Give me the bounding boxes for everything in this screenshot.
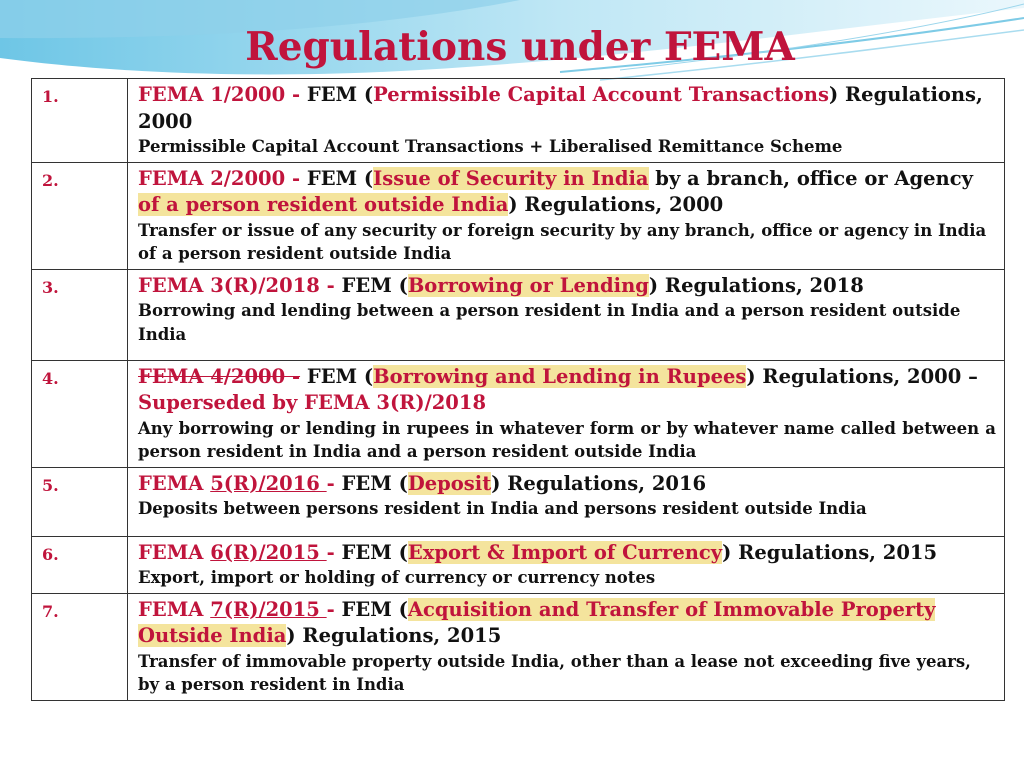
regulation-title: FEMA 5(R)/2016 - FEM (Deposit) Regulations, 2016 [138,471,707,495]
row-number: 5. [32,467,128,536]
table-row [32,162,1005,269]
row-content [128,360,1005,467]
page-title: Regulations under FEMA [245,24,795,70]
row-content [128,162,1005,269]
row-content [128,536,1005,593]
regulation-title: FEMA 1/2000 - FEM (Permissible Capital Account Transactions) Regulations, 2000 [138,83,983,133]
regulation-description: Export, import or holding of currency or currency notes [138,568,656,587]
regulation-description: Permissible Capital Account Transactions + Liberalised Remittance Scheme [138,137,843,156]
regulation-subject: Issue of Security in India [373,166,649,190]
table-row [32,593,1005,700]
row-number: 2. [32,162,128,269]
regulations-table [31,78,1005,701]
regulation-ref: FEMA 4/2000 - [138,364,301,388]
regulation-title: FEMA 7(R)/2015 - FEM (Acquisition and Transfer of Immovable Property Outside India) Regulations, 2015 [138,597,936,647]
regulation-title: FEMA 6(R)/2015 - FEM (Export & Import of Currency) Regulations, 2015 [138,540,938,564]
superseded-note: Superseded by FEMA 3(R)/2018 [138,391,487,414]
row-number: 4. [32,360,128,467]
regulation-subject: Borrowing and Lending in Rupees [373,364,747,388]
table-row [32,536,1005,593]
row-number: 7. [32,593,128,700]
row-number: 1. [32,79,128,163]
row-content [128,79,1005,163]
regulation-subject: Permissible Capital Account Transactions [373,83,829,106]
regulation-subject-2: of a person resident outside India [138,193,509,216]
regulation-ref: 7(R)/2015 [210,597,327,621]
regulation-description: Deposits between persons resident in India and persons resident outside India [138,499,867,518]
regulation-title: FEMA 3(R)/2018 - FEM (Borrowing or Lending) Regulations, 2018 [138,273,864,297]
row-number: 3. [32,269,128,360]
regulation-description: Borrowing and lending between a person resident in India and a person resident outside India [138,301,961,344]
row-content [128,269,1005,360]
regulation-description: Any borrowing or lending in rupees in whatever form or by whatever name called between a person resident in India and a person resident outside India [138,418,996,461]
regulation-ref: FEMA 1/2000 - [138,83,301,106]
regulation-title: FEMA 2/2000 - FEM (Issue of Security in India by a branch, office or Agency of a person resident outside India) Regulations, 2000 [138,166,973,216]
table-row [32,269,1005,360]
regulation-ref: 5(R)/2016 [210,471,327,495]
row-number: 6. [32,536,128,593]
row-content [128,593,1005,700]
regulation-subject: Export & Import of Currency [407,540,723,564]
table-row [32,467,1005,536]
row-content [128,467,1005,536]
regulation-ref: FEMA 3(R)/2018 - [138,273,335,297]
regulation-ref: FEMA 2/2000 - [138,166,301,190]
table-row [32,79,1005,163]
regulation-title: FEMA 4/2000 - FEM (Borrowing and Lending in Rupees) Regulations, 2000 – Superseded by FEMA 3(R)/2018 [138,364,978,414]
table-row [32,360,1005,467]
regulation-subject: Acquisition and Transfer of Immovable Property Outside India [138,597,936,647]
regulation-description: Transfer of immovable property outside India, other than a lease not exceeding five years, by a person resident in India [138,651,971,694]
regulation-subject: Borrowing or Lending [407,273,649,297]
regulation-ref: 6(R)/2015 [210,540,327,564]
regulation-description: Transfer or issue of any security or foreign security by any branch, office or agency in India of a person resident outside India [138,220,987,263]
regulation-subject: Deposit [407,471,492,495]
